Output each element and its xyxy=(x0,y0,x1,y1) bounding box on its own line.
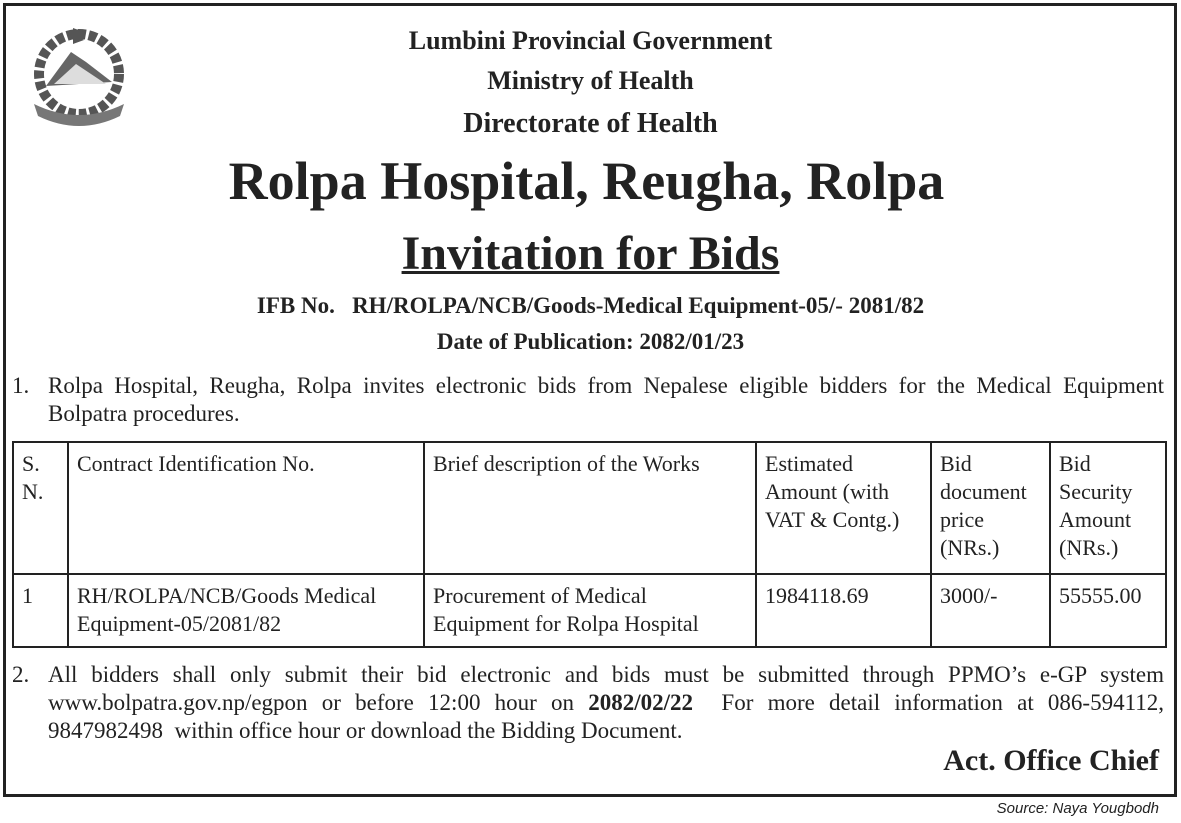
header-cell: Bid document price (NRs.) xyxy=(931,442,1050,574)
government-name: Lumbini Provincial Government xyxy=(408,26,773,55)
paragraph-number: 2. xyxy=(12,662,30,687)
table-cell: 1984118.69 xyxy=(756,574,931,647)
signatory: Act. Office Chief xyxy=(943,744,1159,777)
paragraph-text xyxy=(48,661,1170,745)
publication-date: Date of Publication: 2082/01/23 xyxy=(436,329,745,354)
header-cell: S. N. xyxy=(13,442,68,574)
table-header-row xyxy=(13,442,1166,574)
paragraph-2 xyxy=(12,661,1170,745)
paragraph-text-a: All bidders shall only submit their bid electronic and bids must be submitted through PPMO’s e-GP system www.bolpatra.gov.np/egpon or before 12:00 hour on xyxy=(48,662,1164,715)
header-cell: Estimated Amount (with VAT & Contg.) xyxy=(756,442,931,574)
paragraph-text-b: For more detail information at 086-594112, 9847982498 within office hour or download the Bidding Document. xyxy=(48,690,1170,743)
source-credit: Source: Naya Yougbodh xyxy=(996,800,1159,817)
header-cell: Bid Security Amount (NRs.) xyxy=(1050,442,1166,574)
header-cell: Contract Identification No. xyxy=(68,442,424,574)
table-row xyxy=(13,574,1166,647)
submission-deadline: 2082/02/22 xyxy=(588,690,694,715)
bid-table xyxy=(12,441,1167,648)
notice-title xyxy=(0,226,1181,281)
table-cell: 1 xyxy=(13,574,68,647)
header-cell: Brief description of the Works xyxy=(424,442,756,574)
paragraph-1 xyxy=(12,372,1164,428)
ifb-number: IFB No. RH/ROLPA/NCB/Goods-Medical Equipment-05/- 2081/82 xyxy=(256,293,925,318)
table-cell: Procurement of Medical Equipment for Rolpa Hospital xyxy=(424,574,756,647)
paragraph-number: 1. xyxy=(12,373,30,398)
ministry-name: Ministry of Health xyxy=(487,66,694,95)
table-cell: 55555.00 xyxy=(1050,574,1166,647)
notice-title-text: Invitation for Bids xyxy=(401,227,780,280)
table-cell: 3000/- xyxy=(931,574,1050,647)
hospital-title: Rolpa Hospital, Reugha, Rolpa xyxy=(228,151,945,211)
directorate-name: Directorate of Health xyxy=(463,108,718,139)
paragraph-text: Rolpa Hospital, Reugha, Rolpa invites electronic bids from Nepalese eligible bidders for the Medical Equipment Bolpatra procedures. xyxy=(48,373,1164,426)
table-cell: RH/ROLPA/NCB/Goods Medical Equipment-05/2081/82 xyxy=(68,574,424,647)
